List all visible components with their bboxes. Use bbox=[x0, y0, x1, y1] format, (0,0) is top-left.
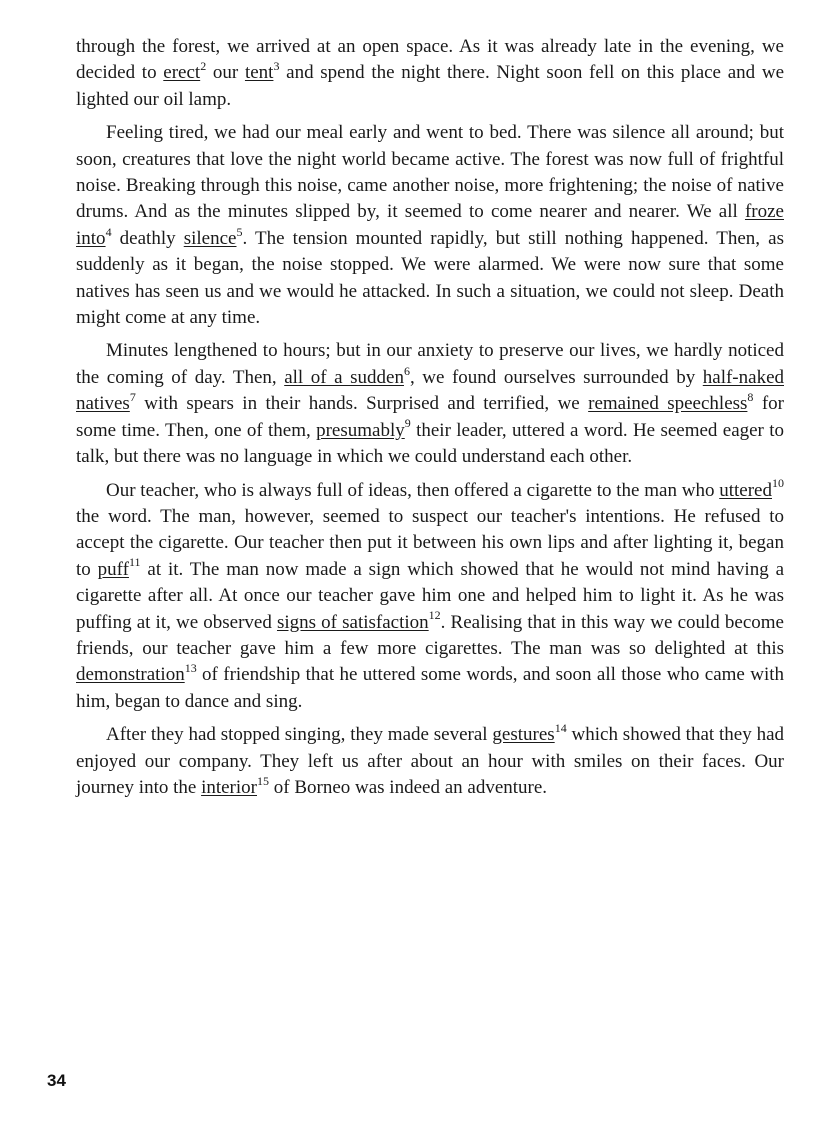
paragraph-text: and spend the night there. Night soon fell on this place and we lighted our oil lamp. bbox=[76, 62, 784, 110]
glossary-term: remained speechless bbox=[588, 393, 748, 415]
paragraph-text: . The tension mounted rapidly, but still nothing happened. Then, as suddenly as it began, the noise stopped. We were alarmed. We were now sure that some natives has seen us and we would he attacked. In such a situation, we could not sleep. Death might come at any time. bbox=[76, 227, 784, 329]
footnote-marker: 2 bbox=[200, 59, 207, 74]
glossary-term: interior bbox=[201, 776, 257, 798]
paragraph-text: of Borneo was indeed an adventure. bbox=[269, 776, 548, 798]
glossary-term: silence bbox=[183, 227, 237, 249]
footnote-marker: 7 bbox=[129, 389, 136, 404]
glossary-term: demonstration bbox=[76, 664, 185, 686]
paragraph-text: After they had stopped singing, they made several bbox=[106, 724, 493, 746]
footnote-marker: 10 bbox=[772, 476, 784, 491]
paragraph-4 bbox=[76, 478, 784, 716]
glossary-term: tent bbox=[244, 62, 274, 84]
paragraph-text: deathly bbox=[111, 227, 184, 249]
paragraph-text: Feeling tired, we had our meal early and went to bed. There was silence all around; but soon, creatures that love the night world became active. The forest was now full of frightful noise. Breaking through this noise, came another noise, more frightening; the noise of native drums. And as the minutes slipped by, it seemed to come nearer and nearer. We all bbox=[76, 122, 784, 223]
paragraph-text: our bbox=[206, 62, 245, 84]
page-number: 34 bbox=[47, 1071, 66, 1090]
paragraph-text: . Realising that in this way we could become friends, our teacher gave him a few more cigarettes. The man was so delighted at this bbox=[76, 611, 784, 659]
paragraph-text: of friendship that he uttered some words, and soon all those who came with him, began to dance and sing. bbox=[76, 664, 784, 712]
footnote-marker: 5 bbox=[236, 224, 243, 239]
paragraph-2 bbox=[76, 120, 784, 331]
glossary-term: puff bbox=[97, 558, 129, 580]
footnote-marker: 8 bbox=[747, 389, 754, 404]
paragraph-text: the word. The man, however, seemed to suspect our teacher's intentions. He refused to accept the cigarette. Our teacher then put it between his own lips and after lighting it, began to bbox=[76, 505, 784, 580]
page-body bbox=[76, 34, 784, 808]
paragraph-text: for some time. Then, one of them, bbox=[76, 393, 784, 441]
footnote-marker: 12 bbox=[428, 608, 441, 623]
paragraph-5 bbox=[76, 722, 784, 801]
footnote-marker: 3 bbox=[273, 59, 280, 74]
footnote-marker: 4 bbox=[105, 224, 112, 239]
footnote-marker: 11 bbox=[128, 555, 141, 570]
paragraph-1 bbox=[76, 34, 784, 113]
paragraph-text: which showed that they had enjoyed our company. They left us after about an hour with smiles on their faces. Our journey into the bbox=[76, 724, 784, 798]
paragraph-text: Our teacher, who is always full of ideas, then offered a cigarette to the man who bbox=[106, 479, 720, 501]
paragraph-text: with spears in their hands. Surprised and terrified, we bbox=[135, 393, 589, 415]
paragraph-text: at it. The man now made a sign which showed that he would not mind having a cigarette after all. At once our teacher gave him one and helped him to light it. As he was puffing at it, we observed bbox=[76, 558, 785, 633]
footnote-marker: 14 bbox=[554, 720, 567, 735]
paragraph-3 bbox=[76, 338, 784, 470]
glossary-term: uttered bbox=[719, 479, 772, 501]
glossary-term: erect bbox=[163, 62, 201, 84]
glossary-term: half-naked natives bbox=[76, 366, 784, 415]
paragraph-text: Minutes lengthened to hours; but in our anxiety to preserve our lives, we hardly noticed the coming of day. Then, bbox=[76, 340, 784, 388]
glossary-term: all of a sudden bbox=[284, 366, 404, 388]
footnote-marker: 13 bbox=[184, 661, 197, 676]
footnote-marker: 9 bbox=[404, 416, 411, 431]
glossary-term: gestures bbox=[492, 724, 555, 746]
footnote-marker: 6 bbox=[403, 363, 410, 378]
paragraph-text: their leader, uttered a word. He seemed eager to talk, but there was no language in which we could understand each other. bbox=[76, 419, 784, 468]
glossary-term: froze into bbox=[76, 201, 784, 249]
footnote-marker: 15 bbox=[257, 773, 269, 788]
paragraph-text: , we found ourselves surrounded by bbox=[409, 366, 703, 388]
glossary-term: signs of satisfaction bbox=[276, 611, 429, 633]
paragraph-text: through the forest, we arrived at an open space. As it was already late in the evening, we decided to bbox=[76, 36, 784, 84]
glossary-term: presumably bbox=[316, 419, 405, 441]
